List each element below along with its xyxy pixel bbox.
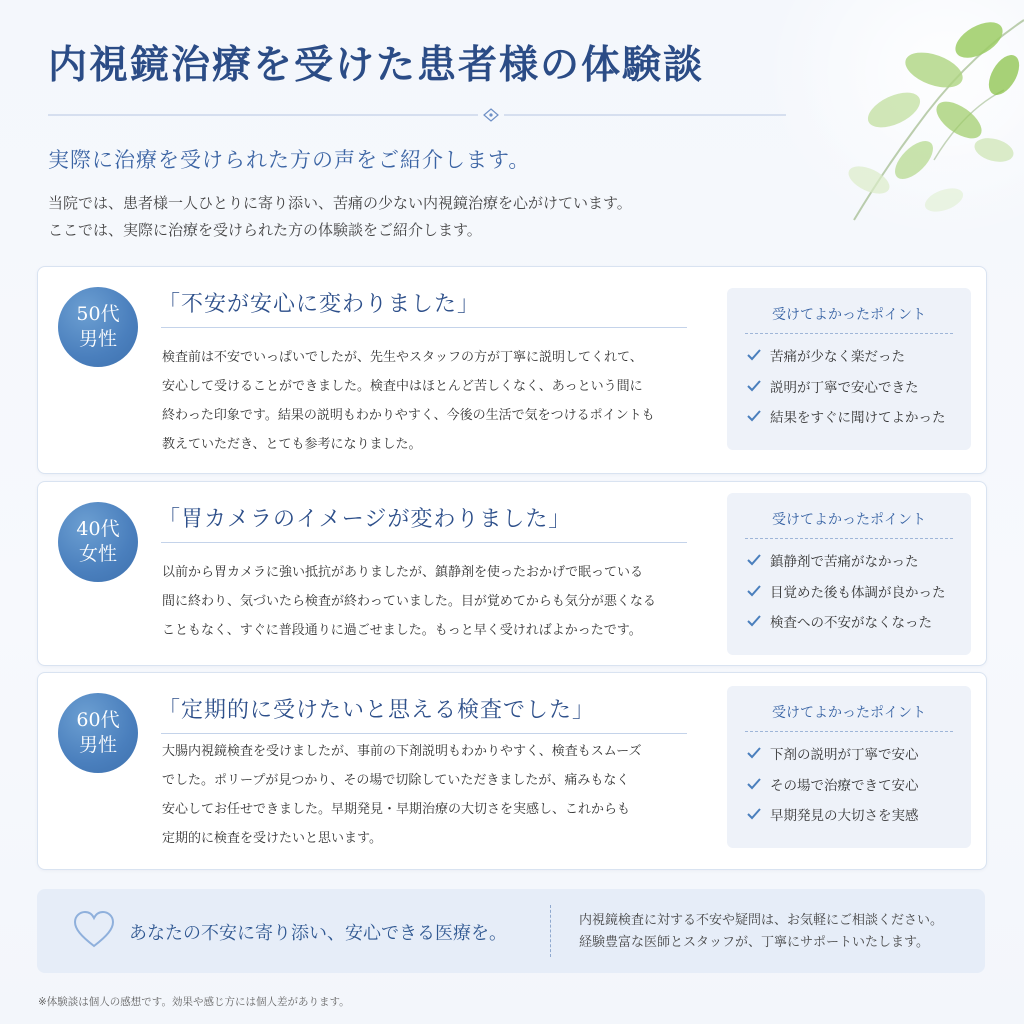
point-item [747,371,971,402]
points-list [727,738,971,830]
body-line: こともなく、すぐに普段通りに過ごせました。もっと早く受ければよかったです。 [162,623,642,638]
points-title: 受けてよかったポイント [772,705,926,721]
banner-message: あなたの不安に寄り添い、安心できる医療を。 [129,923,507,944]
body-line: 教えていただき、とても参考になりました。 [162,437,422,452]
body-line: 以前から胃カメラに強い抵抗がありましたが、鎮静剤を使ったおかげで眠っている [162,565,644,580]
intro-line: ここでは、実際に治療を受けられた方の体験談をご紹介します。 [48,221,482,239]
point-label: 目覚めた後も体調が良かった [770,584,946,601]
point-item [747,545,971,576]
gender-label: 男性 [78,734,117,756]
testimonial-body [162,558,698,645]
points-list [727,545,971,637]
point-item [747,576,971,607]
point-label: 鎮静剤で苦痛がなかった [770,554,919,571]
point-item [747,738,971,769]
good-points-box [727,288,971,450]
check-icon [747,380,761,392]
intro-line: 当院では、患者様一人ひとりに寄り添い、苦痛の少ない内視鏡治療を心がけています。 [48,194,632,212]
banner-divider [550,905,551,957]
check-icon [747,778,761,790]
testimonial-card [37,481,987,666]
page-title: 内視鏡治療を受けた患者様の体験談 [48,42,705,88]
testimonial-card [37,266,987,474]
points-divider [745,538,953,539]
points-divider [745,333,953,334]
heading-divider [161,327,687,328]
point-label: 検査への不安がなくなった [770,615,932,632]
check-icon [747,615,761,627]
point-item [747,769,971,800]
point-label: 結果をすぐに聞けてよかった [770,410,946,427]
point-label: 下剤の説明が丁寧で安心 [770,747,919,764]
body-line: でした。ポリープが見つかり、その場で切除していただきましたが、痛みもなく [162,773,630,788]
message-banner [37,889,985,973]
body-line: 大腸内視鏡検査を受けましたが、事前の下剤説明もわかりやすく、検査もスムーズ [162,744,642,759]
heading-divider [161,542,687,543]
page-subtitle: 実際に治療を受けられた方の声をご紹介します。 [48,148,531,172]
age-label: 40代 [76,518,120,540]
point-item [747,401,971,432]
footnote: ※体験談は個人の感想です。効果や感じ方には個人差があります。 [38,996,350,1008]
body-line: 安心して受けることができました。検査中はほとんど苦しくなく、あっという間に [162,379,643,394]
points-title: 受けてよかったポイント [772,307,926,323]
good-points-box [727,493,971,655]
banner-subtext [579,910,943,954]
banner-sub-line: 経験豊富な医師とスタッフが、丁寧にサポートいたします。 [579,935,929,950]
testimonial-heading: 「胃カメラのイメージが変わりました」 [158,507,572,532]
testimonial-body [162,737,698,853]
check-icon [747,585,761,597]
body-line: 安心してお任せできました。早期発見・早期治療の大切さを実感し、これからも [162,802,631,817]
testimonial-heading: 「不安が安心に変わりました」 [158,292,481,317]
age-label: 60代 [76,709,120,731]
testimonial-card [37,672,987,870]
body-line: 定期的に検査を受けたいと思います。 [162,831,382,846]
body-line: 検査前は不安でいっぱいでしたが、先生やスタッフの方が丁寧に説明してくれて、 [162,350,643,365]
check-icon [747,747,761,759]
title-divider [48,108,786,122]
points-divider [745,731,953,732]
points-title: 受けてよかったポイント [772,512,926,528]
heart-icon [73,911,115,949]
points-list [727,340,971,432]
check-icon [747,808,761,820]
check-icon [747,349,761,361]
heading-divider [161,733,687,734]
banner-sub-line: 内視鏡検査に対する不安や疑問は、お気軽にご相談ください。 [579,913,944,928]
body-line: 間に終わり、気づいたら検査が終わっていました。目が覚めてからも気分が悪くなる [162,594,656,609]
point-label: 早期発見の大切さを実感 [770,808,919,825]
body-line: 終わった印象です。結果の説明もわかりやすく、今後の生活で気をつけるポイントも [162,408,655,423]
point-label: 苦痛が少なく楽だった [770,349,905,366]
good-points-box [727,686,971,848]
testimonial-heading: 「定期的に受けたいと思える検査でした」 [158,698,596,723]
point-label: 説明が丁寧で安心できた [770,379,919,396]
gender-label: 女性 [78,543,117,565]
intro-text [48,190,632,244]
check-icon [747,554,761,566]
age-gender-badge [58,502,138,582]
check-icon [747,410,761,422]
age-label: 50代 [76,303,120,325]
point-item [747,340,971,371]
point-item [747,606,971,637]
age-gender-badge [58,287,138,367]
age-gender-badge [58,693,138,773]
leaves-illustration [764,0,1024,240]
gender-label: 男性 [78,328,117,350]
testimonial-body [162,343,698,459]
point-item [747,799,971,830]
point-label: その場で治療できて安心 [770,777,919,794]
